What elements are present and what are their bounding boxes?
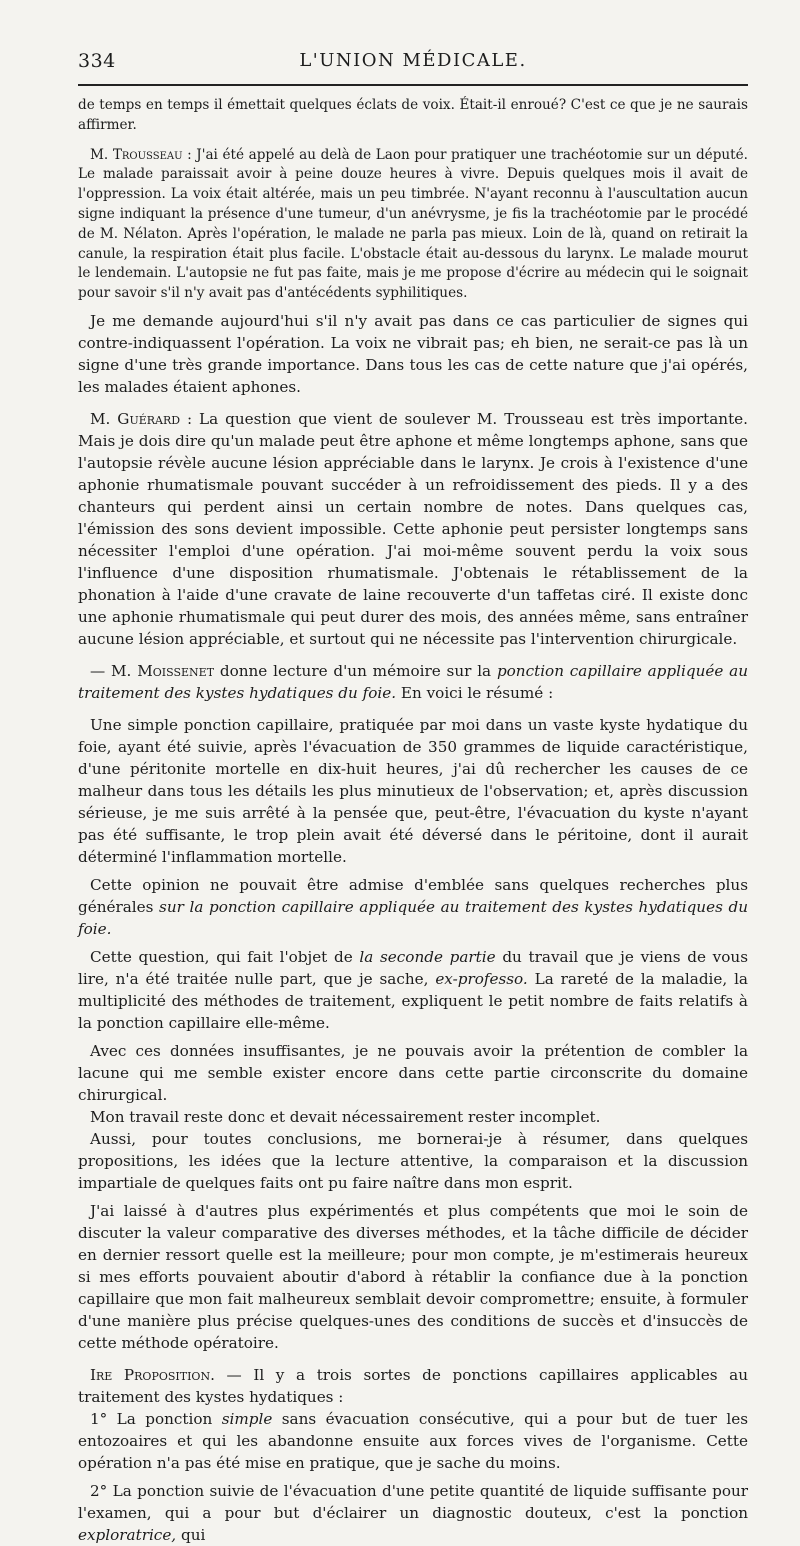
header-rule (78, 84, 748, 86)
paragraph-trousseau: M. Trousseau : J'ai été appelé au delà de Laon pour pratiquer une trachéotomie sur un député. Le malade paraissait avoir à peine douze heures à vivre. Depuis quelques mois il avait de l'oppression. La voix était altérée, mais un peu timbrée. N'ayant reconnu à l'auscultation aucun signe indiquant la présence d'une tumeur, d'un anévrysme, je fis la trachéotomie par le procédé de M. Nélaton. Après l'opération, le malade ne parla pas mieux. Loin de là, quand on retirait la canule, la respiration était plus facile. L'obstacle était au-dessous du larynx. Le malade mourut le lendemain. L'autopsie ne fut pas faite, mais je me propose d'écrire au médecin qui le soignait pour savoir s'il n'y avait pas d'antécédents syphilitiques. (78, 146, 748, 302)
paragraph-11: Aussi, pour toutes conclusions, me bornerai-je à résumer, dans quelques propositions, les idées que la lecture attentive, la comparaison et la discussion impartiale de quelques faits ont pu faire naître dans mon esprit. (78, 1129, 748, 1192)
running-title: L'UNION MÉDICALE. (299, 50, 527, 71)
speaker-name: M. Guérard (90, 409, 181, 428)
paragraph-15: 2° La ponction suivie de l'évacuation d'une petite quantité de liquide suffisante pour l'examen, qui a pour but d'éclairer un diagnostic douteux, c'est la ponction exploratrice, qui (78, 1481, 748, 1544)
paragraph-1: de temps en temps il émettait quelques éclats de voix. Était-il enroué? C'est ce que je ne saurais affirmer. (78, 97, 748, 133)
paragraph-3: Je me demande aujourd'hui s'il n'y avait pas dans ce cas particulier de signes qui contre-indiquassent l'opération. La voix ne vibrait pas; eh bien, ne serait-ce pas là un signe d'une très grande importance. Dans tous les cas de cette nature que j'ai opérés, les malades étaient aphones. (78, 311, 748, 396)
paragraph-proposition-1: Ire Proposition. — Il y a trois sortes de ponctions capillaires applicables au traitement des kystes hydatiques : (78, 1365, 748, 1406)
proposition-label: Ire Proposition. (90, 1365, 215, 1384)
paragraph-6: Une simple ponction capillaire, pratiquée par moi dans un vaste kyste hydatique du foie, ayant été suivie, après l'évacuation de 350 grammes de liquide caractéristique, d'une péritonite mortelle en dix-huit heures, j'ai dû rechercher les causes de ce malheur dans tous les détails les plus minutieux de l'observation; et, après discussion sérieuse, je me suis arrêté à la pensée que, peut-être, l'évacuation du kyste n'ayant pas été suffisante, le trop plein avait été déversé dans le péritoine, dont il aurait déterminé l'inflammation mortelle. (78, 715, 748, 866)
paragraph-guerard: M. Guérard : La question que vient de soulever M. Trousseau est très importante. Mais je dois dire qu'un malade peut être aphone et même longtemps aphone, sans que l'autopsie révèle aucune lésion appréciable dans le larynx. Je crois à l'existence d'une aphonie rhumatismale pouvant succéder à un refroidissement des pieds. Il y a des chanteurs qui perdent ainsi un certain nombre de notes. Dans quelques cas, l'émission des sons devient impossible. Cette aphonie peut persister longtemps sans nécessiter l'emploi d'une opération. J'ai moi-même souvent perdu la voix sous l'influence d'une disposition rhumatismale. J'obtenais le rétablissement de la phonation à l'aide d'une cravate de laine recouverte d'un taffetas ciré. Il existe donc une aphonie rhumatismale qui peut durer des mois, des années même, sans entraîner aucune lésion appréciable, et surtout qui ne nécessite pas l'intervention chirurgicale. (78, 409, 748, 648)
speaker-name: Moissenet (137, 661, 215, 680)
paragraph-8: Cette question, qui fait l'objet de la seconde partie du travail que je viens de vous lire, n'a été traitée nulle part, que je sache, ex-professo. La rareté de la maladie, la multiplicité des méthodes de traitement, expliquent le petit nombre de faits relatifs à la ponction capillaire elle-même. (78, 947, 748, 1032)
page-header (78, 44, 748, 74)
paragraph-9: Avec ces données insuffisantes, je ne pouvais avoir la prétention de combler la lacune qui me semble exister encore dans cette partie circonscrite du domaine chirurgical. (78, 1041, 748, 1104)
memoir-title: sur la ponction capillaire appliquée au traitement des kystes hydatiques du foie. (78, 897, 748, 938)
paragraph-moissenet: — M. Moissenet donne lecture d'un mémoire sur la ponction capillaire appliquée au traitement des kystes hydatiques du foie. En voici le résumé : (78, 661, 748, 702)
page-body (78, 96, 748, 1546)
speaker-name: M. Trousseau (90, 146, 183, 163)
memoir-title: ponction capillaire appliquée au traitement des kystes hydatiques du foie. (78, 661, 748, 702)
paragraph-14: 1° La ponction simple sans évacuation consécutive, qui a pour but de tuer les entozoaires et qui les abandonne ensuite aux forces vives de l'organisme. Cette opération n'a pas été mise en pratique, que je sache du moins. (78, 1409, 748, 1472)
page-number: 334 (78, 50, 116, 72)
paragraph-7: Cette opinion ne pouvait être admise d'emblée sans quelques recherches plus générales sur la ponction capillaire appliquée au traitement des kystes hydatiques du foie. (78, 875, 748, 938)
paragraph-10: Mon travail reste donc et devait nécessairement rester incomplet. (90, 1107, 601, 1126)
paragraph-12: J'ai laissé à d'autres plus expérimentés et plus compétents que moi le soin de discuter la valeur comparative des diverses méthodes, et la tâche difficile de décider en dernier ressort quelle est la meilleure; pour mon compte, je m'estimerais heureux si mes efforts pouvaient aboutir d'abord à rétablir la confiance due à la ponction capillaire que mon fait malheureux semblait devoir compromettre; ensuite, à formuler d'une manière plus précise quelques-unes des conditions de succès et d'insuccès de cette méthode opératoire. (78, 1201, 748, 1352)
